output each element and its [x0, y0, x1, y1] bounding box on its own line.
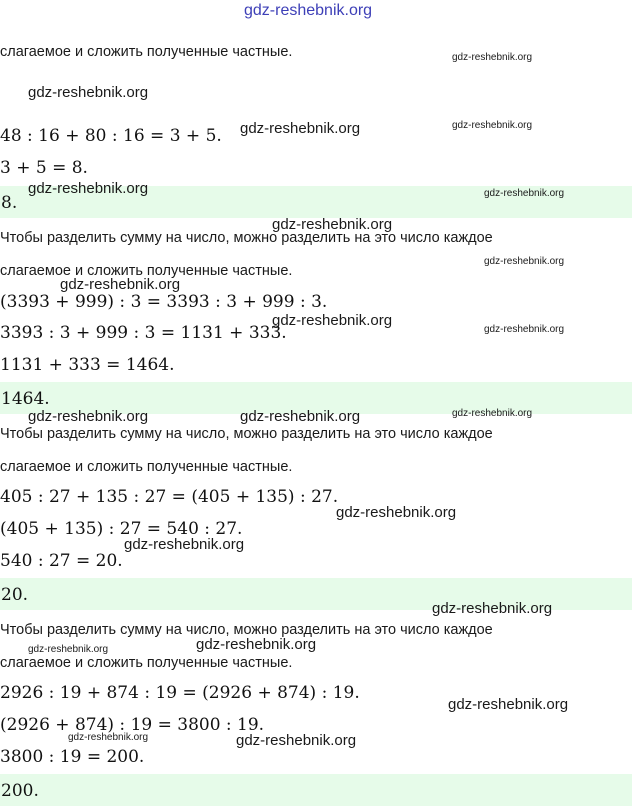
watermark: gdz-reshebnik.org [60, 276, 181, 293]
math-step: 2926 : 19 + 874 : 19 = (2926 + 874) : 19. [0, 683, 360, 703]
watermark: gdz-reshebnik.org [28, 180, 149, 197]
math-step: 540 : 27 = 20. [0, 551, 123, 571]
watermark: gdz-reshebnik.org [68, 732, 149, 743]
rule-text-tail: слагаемое и сложить полученные частные. [0, 459, 293, 475]
math-step: 48 : 16 + 80 : 16 = 3 + 5. [0, 126, 222, 146]
watermark: gdz-reshebnik.org [124, 536, 245, 553]
rule-text: Чтобы разделить сумму на число, можно разделить на это число каждое [0, 426, 493, 442]
rule-text: Чтобы разделить сумму на число, можно разделить на это число каждое [0, 622, 493, 638]
watermark: gdz-reshebnik.org [28, 644, 109, 655]
math-step: 1131 + 333 = 1464. [0, 355, 175, 375]
rule-text-tail: слагаемое и сложить полученные частные. [0, 44, 293, 60]
math-step: (405 + 135) : 27 = 540 : 27. [0, 519, 243, 539]
watermark: gdz-reshebnik.org [236, 732, 357, 749]
math-step: (3393 + 999) : 3 = 3393 : 3 + 999 : 3. [0, 292, 328, 312]
watermark: gdz-reshebnik.org [272, 216, 393, 233]
watermark: gdz-reshebnik.org [448, 696, 569, 713]
watermark: gdz-reshebnik.org [484, 256, 565, 267]
watermark: gdz-reshebnik.org [484, 324, 565, 335]
math-step: (2926 + 874) : 19 = 3800 : 19. [0, 715, 265, 735]
rule-text-tail: слагаемое и сложить полученные частные. [0, 655, 293, 671]
answer: 8. [1, 193, 18, 213]
watermark: gdz-reshebnik.org [452, 120, 533, 131]
watermark-top: gdz-reshebnik.org [244, 2, 373, 19]
math-step: 3393 : 3 + 999 : 3 = 1131 + 333. [0, 323, 287, 343]
watermark: gdz-reshebnik.org [28, 408, 149, 425]
answer: 1464. [1, 389, 50, 409]
watermark: gdz-reshebnik.org [452, 408, 533, 419]
watermark: gdz-reshebnik.org [452, 52, 533, 63]
answer: 200. [1, 781, 39, 801]
math-step: 3 + 5 = 8. [0, 158, 88, 178]
math-step: 405 : 27 + 135 : 27 = (405 + 135) : 27. [0, 487, 339, 507]
watermark: gdz-reshebnik.org [28, 84, 149, 101]
watermark: gdz-reshebnik.org [432, 600, 553, 617]
watermark: gdz-reshebnik.org [196, 636, 317, 653]
rule-text: Чтобы разделить сумму на число, можно разделить на это число каждое [0, 230, 493, 246]
answer: 20. [1, 585, 29, 605]
watermark: gdz-reshebnik.org [240, 408, 361, 425]
watermark: gdz-reshebnik.org [484, 188, 565, 199]
math-step: 3800 : 19 = 200. [0, 747, 145, 767]
answer-band [0, 774, 632, 806]
watermark: gdz-reshebnik.org [272, 312, 393, 329]
watermark: gdz-reshebnik.org [336, 504, 457, 521]
watermark: gdz-reshebnik.org [240, 120, 361, 137]
rule-text-tail: слагаемое и сложить полученные частные. [0, 263, 293, 279]
